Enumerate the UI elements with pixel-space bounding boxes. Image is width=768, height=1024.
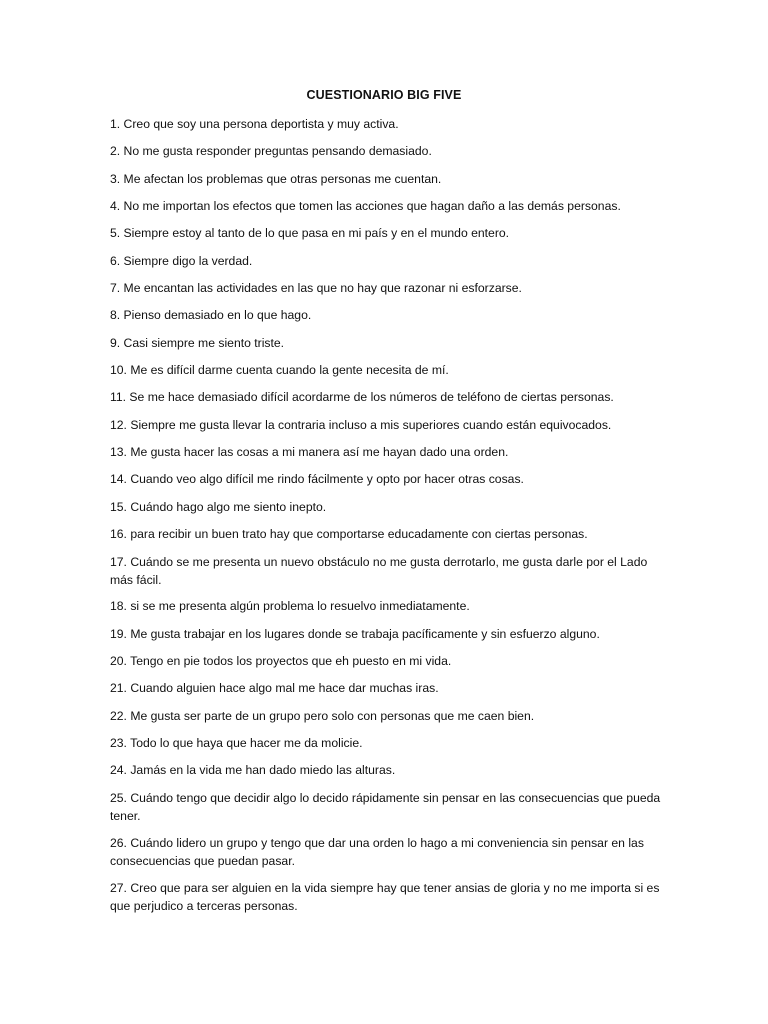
question-item: 1. Creo que soy una persona deportista y muy activa. xyxy=(110,117,399,131)
question-item: 14. Cuando veo algo difícil me rindo fácilmente y opto por hacer otras cosas. xyxy=(110,472,524,487)
question-item: 15. Cuándo hago algo me siento inepto. xyxy=(110,499,327,514)
question-item: 23. Todo lo que haya que hacer me da molicie. xyxy=(110,736,363,751)
question-list xyxy=(110,115,662,923)
question-item: 27. Creo que para ser alguien en la vida siempre hay que tener ansias de gloria y no me importa si es que perjudico a terceras personas. xyxy=(110,880,660,913)
question-item: 17. Cuándo se me presenta un nuevo obstáculo no me gusta derrotarlo, me gusta darle por el Lado más fácil. xyxy=(110,554,648,587)
question-item: 25. Cuándo tengo que decidir algo lo decido rápidamente sin pensar en las consecuencias que pueda tener. xyxy=(110,790,661,823)
question-item: 11. Se me hace demasiado difícil acordarme de los números de teléfono de ciertas personas. xyxy=(110,390,614,405)
question-item: 19. Me gusta trabajar en los lugares donde se trabaja pacíficamente y sin esfuerzo alguno. xyxy=(110,626,600,641)
question-item: 3. Me afectan los problemas que otras personas me cuentan. xyxy=(110,171,442,186)
question-item: 18. si se me presenta algún problema lo resuelvo inmediatamente. xyxy=(110,599,470,614)
question-item: 24. Jamás en la vida me han dado miedo las alturas. xyxy=(110,763,396,778)
question-item: 13. Me gusta hacer las cosas a mi manera así me hayan dado una orden. xyxy=(110,445,509,460)
question-item: 7. Me encantan las actividades en las que no hay que razonar ni esforzarse. xyxy=(110,281,522,296)
question-item: 2. No me gusta responder preguntas pensando demasiado. xyxy=(110,144,432,159)
question-item: 4. No me importan los efectos que tomen las acciones que hagan daño a las demás personas. xyxy=(110,199,621,214)
page-title: CUESTIONARIO BIG FIVE xyxy=(306,88,462,102)
question-item: 22. Me gusta ser parte de un grupo pero solo con personas que me caen bien. xyxy=(110,708,535,723)
question-item: 9. Casi siempre me siento triste. xyxy=(110,335,285,350)
question-item: 8. Pienso demasiado en lo que hago. xyxy=(110,308,312,323)
question-item: 10. Me es difícil darme cuenta cuando la gente necesita de mí. xyxy=(110,363,449,378)
question-item: 16. para recibir un buen trato hay que comportarse educadamente con ciertas personas. xyxy=(110,527,588,542)
question-item: 12. Siempre me gusta llevar la contraria incluso a mis superiores cuando están equivocados. xyxy=(110,417,612,432)
question-item: 26. Cuándo lidero un grupo y tengo que dar una orden lo hago a mi conveniencia sin pensar en las consecuencias que puedan pasar. xyxy=(110,835,644,868)
question-item: 21. Cuando alguien hace algo mal me hace dar muchas iras. xyxy=(110,681,439,696)
question-item: 6. Siempre digo la verdad. xyxy=(110,253,253,268)
question-item: 20. Tengo en pie todos los proyectos que eh puesto en mi vida. xyxy=(110,654,452,669)
question-item: 5. Siempre estoy al tanto de lo que pasa en mi país y en el mundo entero. xyxy=(110,226,510,241)
